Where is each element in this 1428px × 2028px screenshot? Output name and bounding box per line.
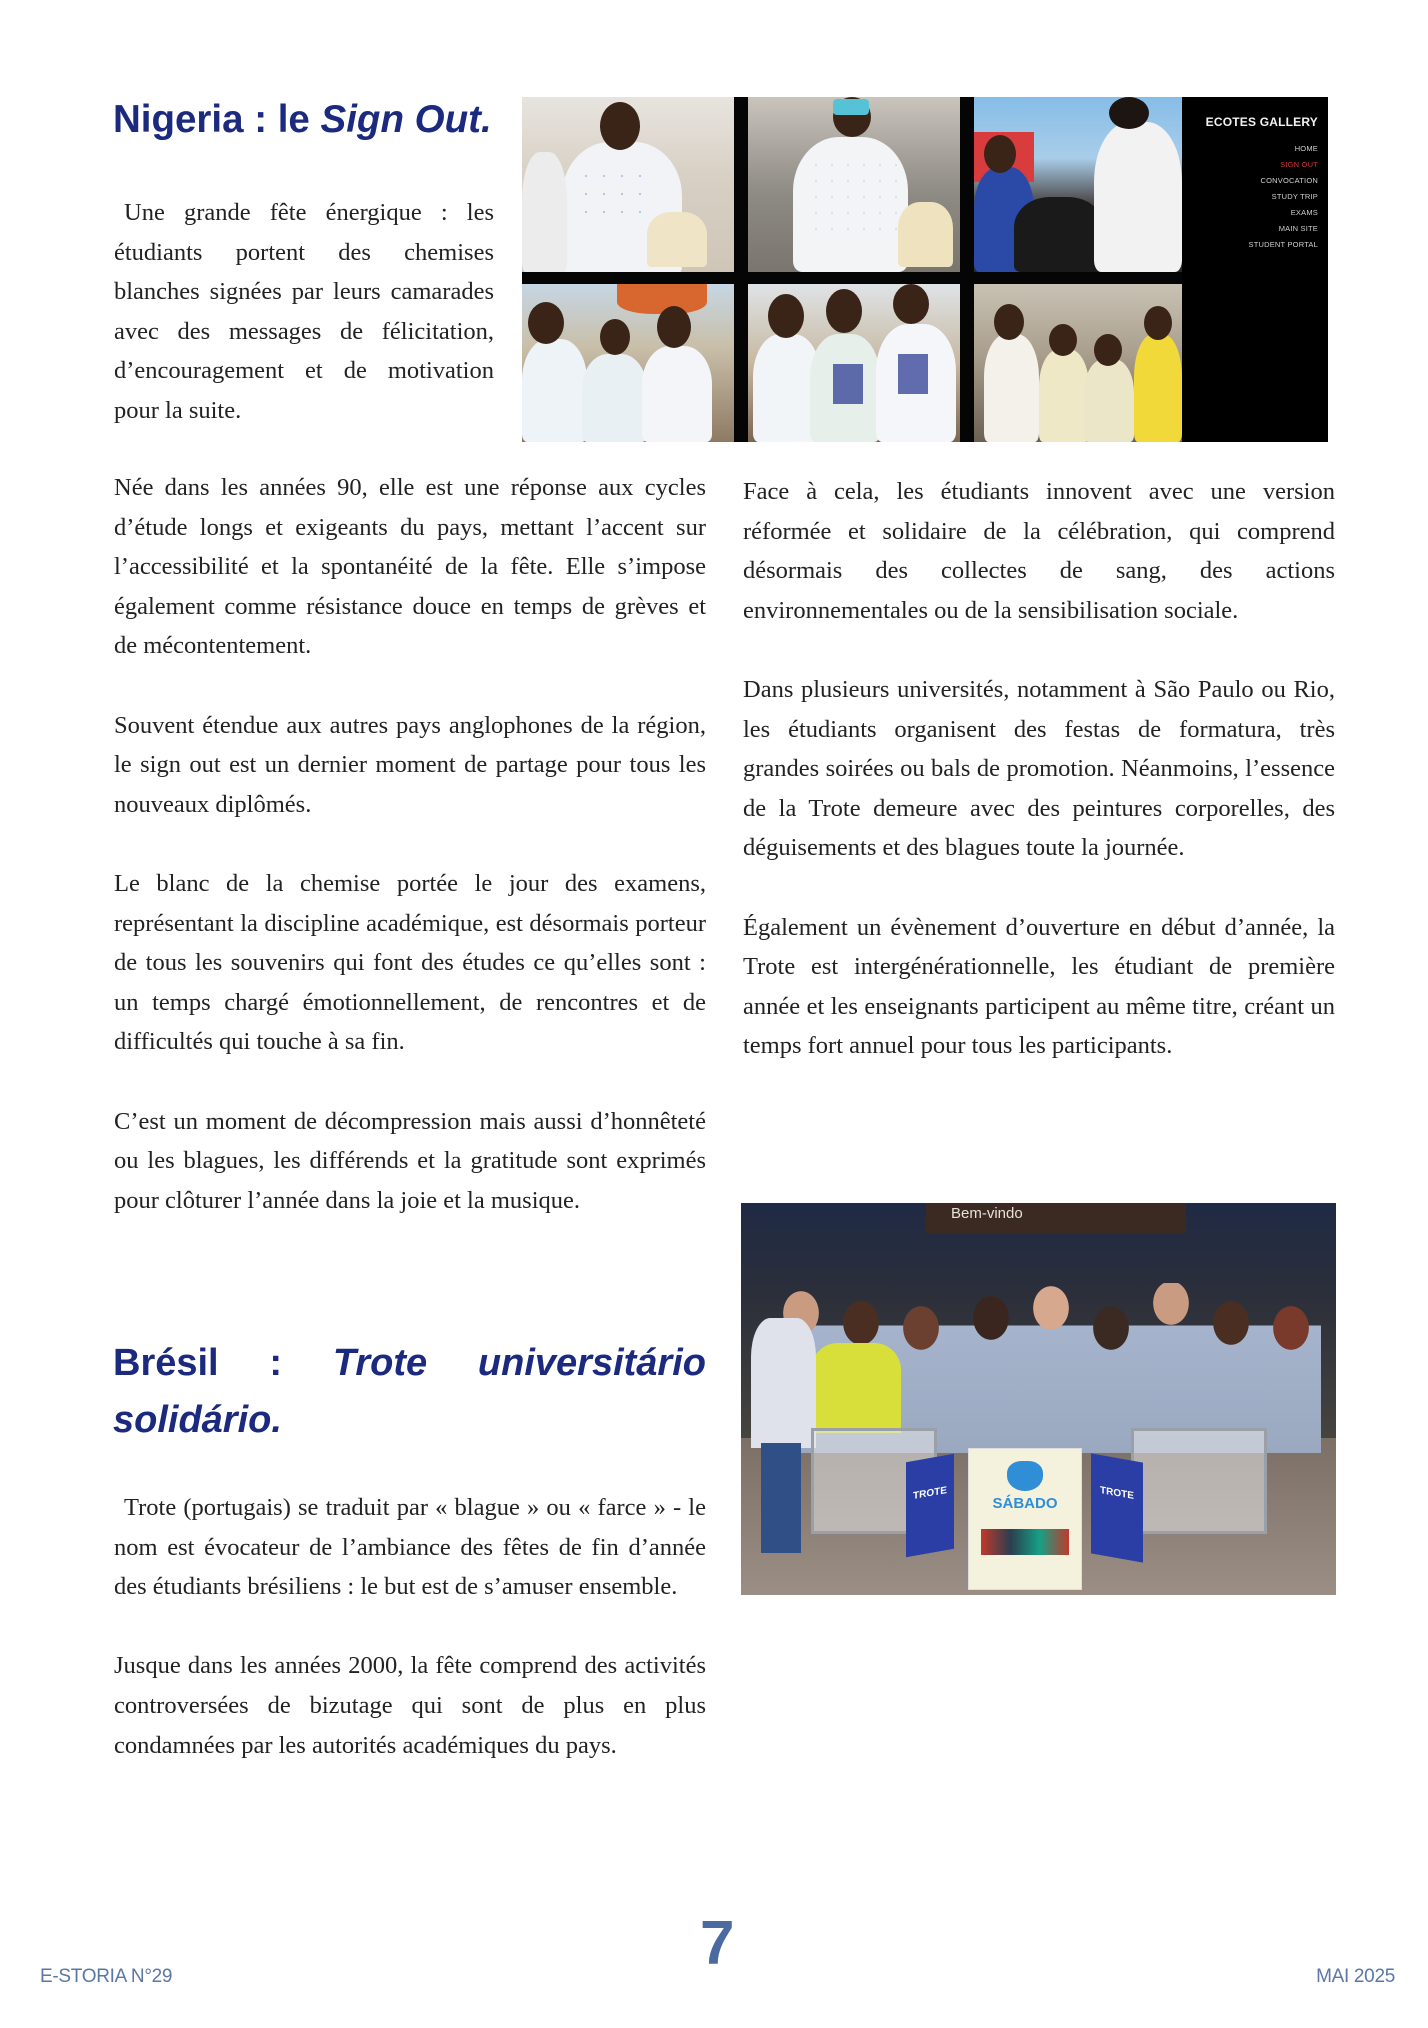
paragraph: Née dans les années 90, elle est une réponse aux cycles d’étude longs et exigeants du pays, mettant l’accent sur l’accessibilité et la spontanéité de la fête. Elle s’impose également comme résistance douce en temps de grèves et de mécontentement. bbox=[114, 474, 706, 660]
paragraph: Souvent étendue aux autres pays anglophones de la région, le sign out est un dernier moment de partage pour tous les nouveaux diplômés. bbox=[114, 711, 706, 818]
title-italic: Sign Out. bbox=[320, 98, 492, 141]
bresil-body-right bbox=[743, 472, 1335, 1066]
gallery-photo-6 bbox=[974, 284, 1182, 442]
section-title-bresil bbox=[113, 1335, 706, 1449]
paragraph: C’est un moment de décompression mais aussi d’honnêteté ou les blagues, les différends et la gratitude sont exprimés pour clôturer l’année dans la joie et la musique. bbox=[114, 1107, 706, 1214]
welcome-sign: Bem-vindo bbox=[951, 1205, 1023, 1222]
title-prefix: Brésil bbox=[113, 1342, 219, 1384]
gallery-photo-5 bbox=[748, 284, 960, 442]
menu-item-exams[interactable]: EXAMS bbox=[1290, 208, 1318, 217]
title-italic-universitario: universitário bbox=[477, 1342, 706, 1384]
gallery-menu bbox=[1182, 97, 1328, 442]
intro-text: Une grande fête énergique : les étudiants portent des chemises blanches signées par leurs camarades avec des messages de félicitation, d’encouragement et de motivation pour la suite. bbox=[114, 199, 494, 424]
paragraph: Jusque dans les années 2000, la fête comprend des activités controversées de bizutage qui sont de plus en plus condamnées par les autorités académiques du pays. bbox=[114, 1652, 706, 1759]
intro-text: Trote (portugais) se traduit par « blague » ou « farce » - le nom est évocateur de l’ambiance des fêtes de fin d’année des étudiants brésiliens : le but est de s’amuser ensemble. bbox=[114, 1494, 706, 1601]
page-number: 7 bbox=[700, 1909, 735, 1978]
gallery-photo-2 bbox=[748, 97, 960, 272]
gallery-photo-4 bbox=[522, 284, 734, 442]
paragraph: Le blanc de la chemise portée le jour des examens, représentant la discipline académique, est désormais porteur de tous les souvenirs qui font des études ce qu’elles sont : un temps chargé émotionnellement, de rencontres et de difficultés qui touche à sa fin. bbox=[114, 869, 706, 1056]
nigeria-intro bbox=[114, 193, 494, 431]
banner-text: SÁBADO bbox=[992, 1495, 1058, 1512]
paragraph: Également un évènement d’ouverture en début d’année, la Trote est intergénérationnelle, les étudiant de première année et les enseignants participent au même titre, créant un temps fort annuel pour tous les participants. bbox=[743, 913, 1335, 1060]
poster-text: TROTE bbox=[1100, 1485, 1134, 1502]
nigeria-body bbox=[114, 468, 706, 1220]
menu-item-home[interactable]: HOME bbox=[1294, 144, 1318, 153]
paragraph: Dans plusieurs universités, notamment à São Paulo ou Rio, les étudiants organisent des festas de formatura, très grandes soirées ou bals de promotion. Néanmoins, l’essence de la Trote demeure avec des peintures corporelles, des déguisements et des blagues toute la journée. bbox=[743, 675, 1335, 862]
menu-item-main-site[interactable]: MAIN SITE bbox=[1278, 224, 1318, 233]
trote-solidario-photo bbox=[741, 1203, 1336, 1595]
paragraph: Face à cela, les étudiants innovent avec une version réformée et solidaire de la célébration, qui comprend désormais des collectes de sang, des actions environnementales ou de la sensibilisation sociale. bbox=[743, 478, 1335, 624]
menu-item-sign-out[interactable]: SIGN OUT bbox=[1280, 160, 1318, 169]
gallery-brand: ECOTES GALLERY bbox=[1205, 115, 1318, 129]
issue-label: E-STORIA N°29 bbox=[40, 1966, 173, 1987]
title-separator: : bbox=[269, 1342, 283, 1384]
gallery-photo-1 bbox=[522, 97, 734, 272]
bresil-body-left bbox=[114, 1488, 706, 1765]
title-prefix: Nigeria : le bbox=[113, 98, 321, 141]
poster-text: TROTE bbox=[913, 1485, 947, 1502]
issue-date: MAI 2025 bbox=[1316, 1966, 1395, 1987]
section-title-nigeria bbox=[113, 96, 492, 144]
menu-item-convocation[interactable]: CONVOCATION bbox=[1260, 176, 1318, 185]
menu-item-student-portal[interactable]: STUDENT PORTAL bbox=[1248, 240, 1318, 249]
menu-item-study-trip[interactable]: STUDY TRIP bbox=[1271, 192, 1318, 201]
title-italic-trote: Trote bbox=[332, 1342, 428, 1384]
title-italic-solidario: solidário. bbox=[113, 1399, 282, 1441]
gallery-photo-3 bbox=[974, 97, 1182, 272]
sign-out-gallery-image bbox=[522, 97, 1328, 442]
